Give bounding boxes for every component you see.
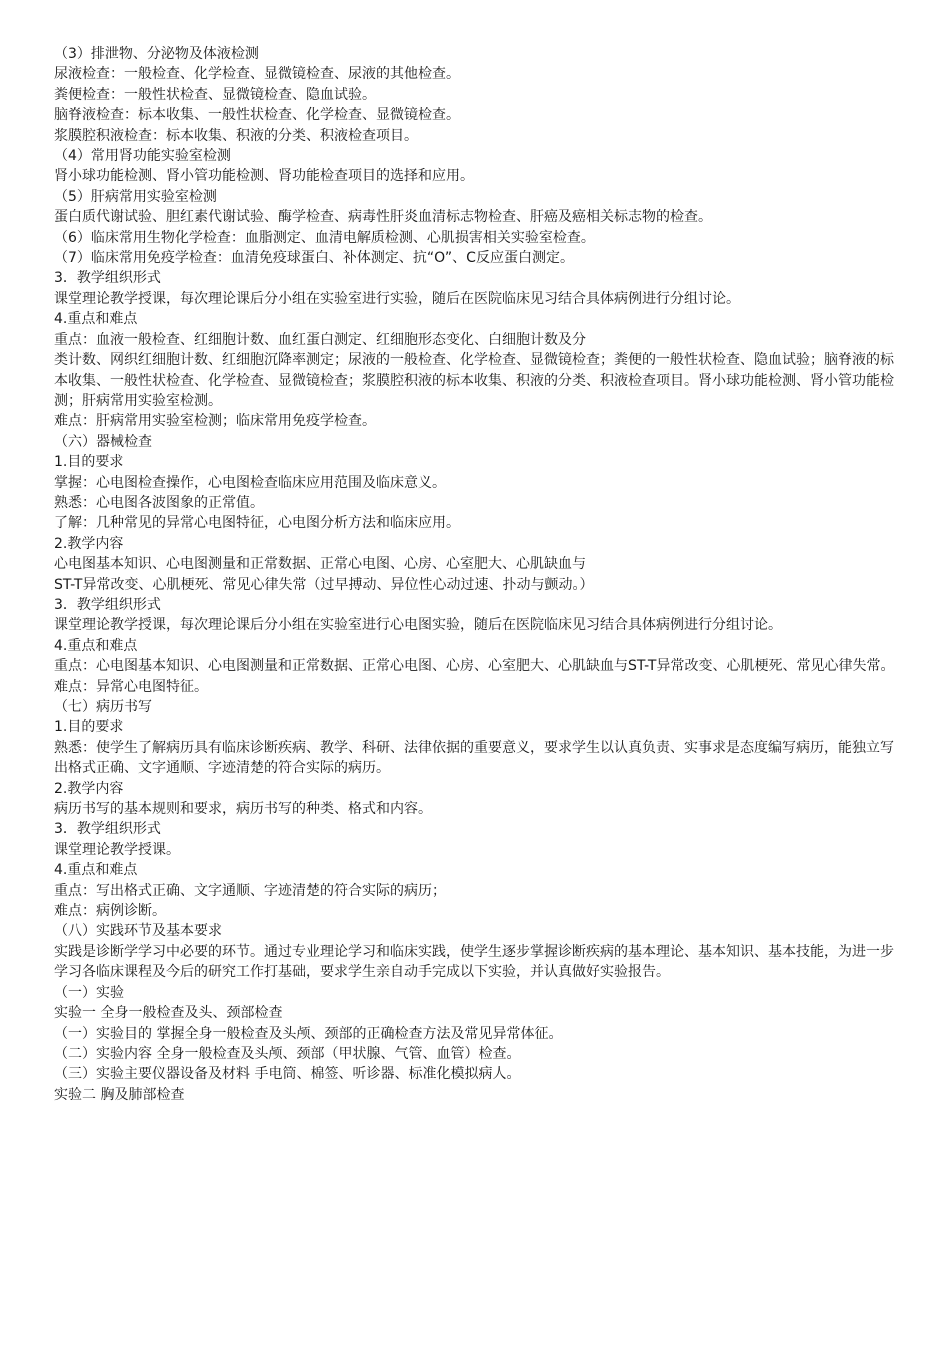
text-paragraph: 实践是诊断学学习中必要的环节。通过专业理论学习和临床实践，使学生逐步掌握诊断疾病的基本理论、基本知识、基本技能，为进一步学习各临床课程及今后的研究工作打基础，要求学生亲自动手完成以下实验，并认真做好实验报告。 [54, 943, 894, 981]
document-page [54, 44, 900, 1105]
section-heading: 4.重点和难点 [54, 862, 138, 879]
section-heading: （八）实践环节及基本要求 [54, 923, 222, 940]
text-paragraph: 类计数、网织红细胞计数、红细胞沉降率测定；尿液的一般检查、化学检查、显微镜检查；粪便的一般性状检查、隐血试验；脑脊液的标本收集、一般性状检查、化学检查、显微镜检查；浆膜腔积液的标本收集、积液的分类、积液检查项目。肾小球功能检测、肾小管功能检测；肝病常用实验室检测。 [54, 352, 894, 409]
text-line: 肾小球功能检测、肾小管功能检测、肾功能检查项目的选择和应用。 [54, 168, 474, 185]
text-line: 尿液检查：一般检查、化学检查、显微镜检查、尿液的其他检查。 [54, 66, 460, 83]
text-line: 浆膜腔积液检查：标本收集、积液的分类、积液检查项目。 [54, 127, 418, 144]
section-heading: （5）肝病常用实验室检测 [54, 188, 217, 205]
text-line: （二）实验内容 全身一般检查及头颅、颈部（甲状腺、气管、血管）检查。 [54, 1045, 521, 1062]
text-paragraph: 重点：心电图基本知识、心电图测量和正常数据、正常心电图、心房、心室肥大、心肌缺血与ST-T异常改变、心肌梗死、常见心律失常。 [54, 658, 895, 675]
section-heading: 3．教学组织形式 [54, 821, 161, 838]
text-line: 重点：写出格式正确、文字通顺、字迹清楚的符合实际的病历； [54, 882, 446, 899]
section-heading: （六）器械检查 [54, 433, 152, 450]
section-heading: （7）临床常用免疫学检查：血清免疫球蛋白、补体测定、抗“O”、C反应蛋白测定。 [54, 250, 574, 267]
text-line: 重点：血液一般检查、红细胞计数、血红蛋白测定、红细胞形态变化、白细胞计数及分 [54, 331, 586, 348]
section-heading: 1.目的要求 [54, 454, 124, 471]
section-heading: 1.目的要求 [54, 719, 124, 736]
text-line: 蛋白质代谢试验、胆红素代谢试验、酶学检查、病毒性肝炎血清标志物检查、肝癌及癌相关标志物的检查。 [54, 209, 712, 226]
text-line: ST-T异常改变、心肌梗死、常见心律失常（过早搏动、异位性心动过速、扑动与颤动。） [54, 576, 594, 593]
text-line: 病历书写的基本规则和要求，病历书写的种类、格式和内容。 [54, 801, 432, 818]
text-line: 熟悉：心电图各波图象的正常值。 [54, 494, 264, 511]
section-heading: 3．教学组织形式 [54, 596, 161, 613]
text-paragraph: 熟悉：使学生了解病历具有临床诊断疾病、教学、科研、法律依据的重要意义，要求学生以认真负责、实事求是态度编写病历，能独立写出格式正确、文字通顺、字迹清楚的符合实际的病历。 [54, 739, 894, 777]
section-heading: 实验一 全身一般检查及头、颈部检查 [54, 1005, 283, 1022]
text-line: 掌握：心电图检查操作，心电图检查临床应用范围及临床意义。 [54, 474, 446, 491]
section-heading: （3）排泄物、分泌物及体液检测 [54, 46, 259, 62]
text-line: 粪便检查：一般性状检查、显微镜检查、隐血试验。 [54, 86, 376, 103]
text-line: 课堂理论教学授课，每次理论课后分小组在实验室进行实验，随后在医院临床见习结合具体病例进行分组讨论。 [54, 290, 740, 307]
section-heading: （七）病历书写 [54, 699, 152, 715]
text-line: （一）实验目的 掌握全身一般检查及头颅、颈部的正确检查方法及常见异常体征。 [54, 1025, 563, 1042]
text-line: 难点：异常心电图特征。 [54, 678, 208, 695]
text-paragraph: 课堂理论教学授课，每次理论课后分小组在实验室进行心电图实验，随后在医院临床见习结合具体病例进行分组讨论。 [54, 617, 782, 634]
section-heading: 4.重点和难点 [54, 637, 138, 654]
section-heading: 4.重点和难点 [54, 311, 138, 328]
section-heading: （6）临床常用生物化学检查：血脂测定、血清电解质检测、心肌损害相关实验室检查。 [54, 229, 595, 246]
section-heading: （4）常用肾功能实验室检测 [54, 148, 231, 165]
text-line: 了解：几种常见的异常心电图特征，心电图分析方法和临床应用。 [54, 515, 460, 532]
section-heading: 2.教学内容 [54, 535, 124, 552]
section-heading: 3．教学组织形式 [54, 270, 161, 287]
section-heading: 2.教学内容 [54, 780, 124, 797]
text-line: 脑脊液检查：标本收集、一般性状检查、化学检查、显微镜检查。 [54, 107, 460, 124]
section-heading: （一）实验 [54, 984, 124, 1001]
text-line: 难点：病例诊断。 [54, 903, 166, 920]
text-line: （三）实验主要仪器设备及材料 手电筒、棉签、听诊器、标准化模拟病人。 [54, 1066, 521, 1083]
text-line: 心电图基本知识、心电图测量和正常数据、正常心电图、心房、心室肥大、心肌缺血与 [54, 556, 586, 573]
text-line: 课堂理论教学授课。 [54, 841, 180, 858]
text-line: 难点：肝病常用实验室检测；临床常用免疫学检查。 [54, 413, 376, 430]
section-heading: 实验二 胸及肺部检查 [54, 1086, 185, 1103]
